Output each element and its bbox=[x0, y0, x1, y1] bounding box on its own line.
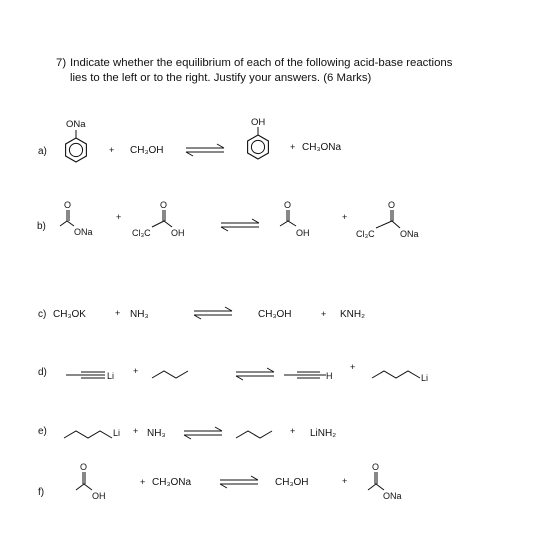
acetate-carbonyl-o: O bbox=[64, 200, 72, 210]
sodium-phenoxide-label: ONa bbox=[66, 119, 86, 130]
ammonia-label: NH₃ bbox=[130, 309, 149, 320]
acetate-ona-label: ONa bbox=[74, 227, 93, 237]
equilibrium-arrow-a bbox=[186, 144, 224, 156]
plus-sign: + bbox=[109, 145, 115, 155]
plus-sign: + bbox=[140, 477, 146, 487]
plus-sign: + bbox=[290, 142, 296, 152]
sodium-trichloroacetate-structure bbox=[356, 200, 419, 239]
f-product-carbonyl-o: O bbox=[372, 462, 380, 472]
d-product-li-label: Li bbox=[421, 373, 429, 383]
e-reactant-li-label: Li bbox=[113, 428, 121, 438]
potassium-amide-label: KNH₂ bbox=[340, 309, 365, 320]
label-d: d) bbox=[38, 367, 47, 378]
sodium-phenoxide-structure bbox=[66, 119, 87, 162]
plus-sign: + bbox=[321, 309, 327, 319]
stca-ona-label: ONa bbox=[400, 229, 419, 239]
label-a: a) bbox=[38, 146, 47, 157]
propyne-h-label: H bbox=[326, 371, 333, 381]
sodium-acetate-f-structure bbox=[368, 462, 402, 501]
question-number: 7) bbox=[56, 57, 67, 69]
tca-carbonyl-o: O bbox=[160, 200, 168, 210]
plus-sign: + bbox=[133, 426, 139, 436]
methanol-f-label: CH₃OH bbox=[275, 477, 309, 488]
phenol-label: OH bbox=[251, 117, 266, 128]
potassium-methoxide-label: CH₃OK bbox=[53, 309, 86, 320]
propynyl-lithium-structure bbox=[66, 371, 114, 381]
reaction-f bbox=[38, 462, 402, 501]
propyne-structure bbox=[284, 371, 333, 381]
butyl-lithium-product-structure bbox=[372, 371, 428, 383]
acetic-carbonyl-o: O bbox=[284, 200, 292, 210]
reaction-a bbox=[38, 117, 342, 162]
plus-sign: + bbox=[290, 426, 296, 436]
f-carbonyl-o: O bbox=[80, 462, 88, 472]
f-product-ona-label: ONa bbox=[383, 491, 402, 501]
acetic-oh-label: OH bbox=[296, 228, 310, 238]
d-reactant-li-label: Li bbox=[107, 371, 115, 381]
trichloroacetic-acid-structure bbox=[132, 200, 185, 238]
equilibrium-arrow-c bbox=[194, 307, 232, 319]
butane-structure bbox=[152, 371, 188, 378]
tca-ccl3-label: Cl₃C bbox=[132, 228, 151, 238]
acetic-acid-structure bbox=[280, 200, 310, 238]
stca-ccl3-label: Cl₃C bbox=[356, 229, 375, 239]
plus-sign: + bbox=[342, 476, 348, 486]
label-b: b) bbox=[37, 221, 46, 232]
acetic-acid-f-structure bbox=[76, 462, 106, 501]
methanol-product-label: CH₃OH bbox=[258, 309, 292, 320]
equilibrium-arrow-b bbox=[221, 219, 259, 231]
label-f: f) bbox=[38, 487, 45, 498]
reaction-e bbox=[38, 426, 336, 439]
butane-product-structure bbox=[236, 431, 272, 438]
sodium-methoxide-f-label: CH₃ONa bbox=[152, 477, 192, 488]
methanol-label: CH₃OH bbox=[130, 145, 164, 156]
plus-sign: + bbox=[133, 366, 139, 376]
equilibrium-arrow-e bbox=[184, 427, 222, 439]
label-c: c) bbox=[38, 309, 47, 320]
question-text-line-2: lies to the left or to the right. Justify your answers. (6 Marks) bbox=[70, 71, 372, 84]
plus-sign: + bbox=[116, 212, 122, 222]
label-e: e) bbox=[38, 426, 47, 437]
stca-carbonyl-o: O bbox=[388, 200, 396, 210]
question-text-line-1: Indicate whether the equilibrium of each of the following acid-base reactions bbox=[70, 57, 453, 69]
ammonia-e-label: NH₃ bbox=[147, 428, 166, 439]
plus-sign: + bbox=[115, 308, 121, 318]
plus-sign: + bbox=[342, 212, 348, 222]
lithium-amide-label: LiNH₂ bbox=[310, 428, 337, 439]
reaction-d bbox=[38, 362, 428, 383]
tca-oh-label: OH bbox=[171, 228, 185, 238]
sodium-acetate-structure bbox=[60, 200, 93, 237]
plus-sign: + bbox=[350, 362, 356, 372]
reaction-b bbox=[37, 200, 419, 239]
reaction-c bbox=[38, 307, 365, 320]
equilibrium-arrow-f bbox=[220, 476, 258, 488]
f-oh-label: OH bbox=[92, 491, 106, 501]
phenol-structure bbox=[248, 117, 269, 159]
sodium-methoxide-label: CH₃ONa bbox=[302, 142, 342, 153]
butyl-lithium-structure bbox=[64, 428, 120, 438]
equilibrium-arrow-d bbox=[236, 368, 274, 380]
